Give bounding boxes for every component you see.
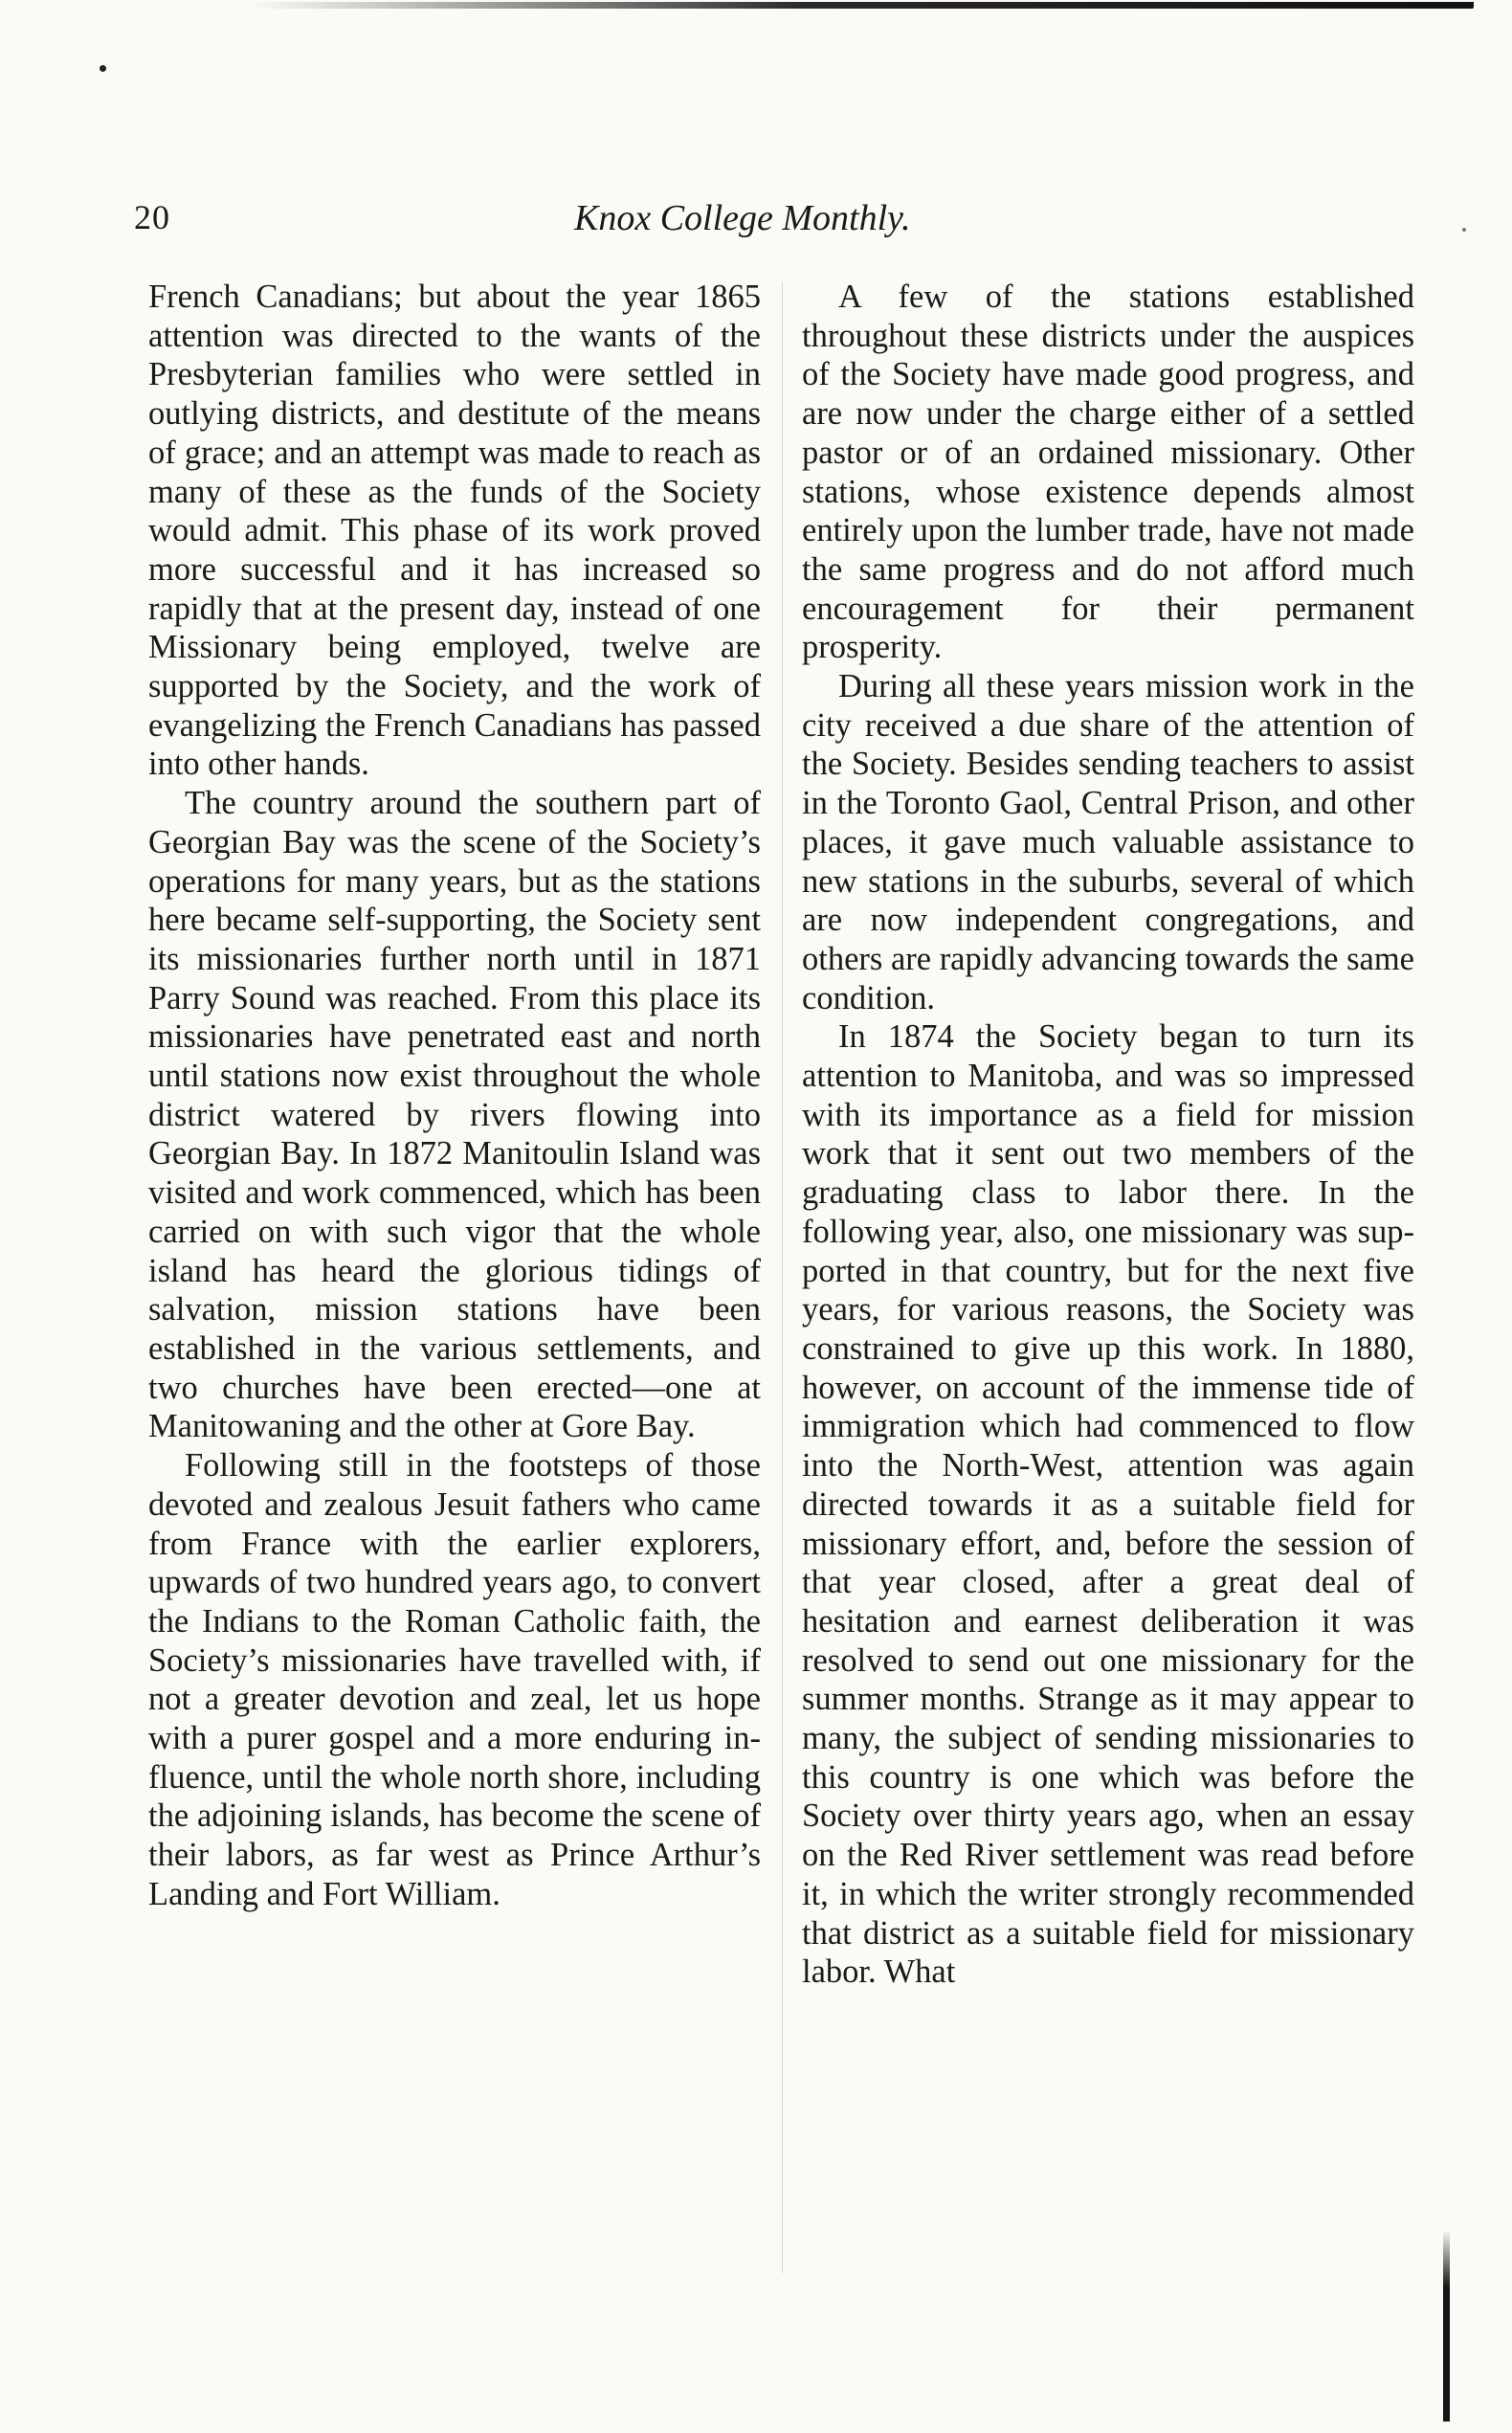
paragraph: In 1874 the Society began to turn its attention to Manitoba, and was so impressed with its importance as a field for mission work that it sent out two members of the graduating class to labor there. In the following year, also, one missionary was supported in that country, but for the next five years, for various reasons, the Society was constrained to give up this work. In 1880, however, on account of the immense tide of immigration which had commenced to flow into the North-West, attention was again directed towards it as a suitable field for missionary effort, and, before the session of that year closed, after a great deal of hesitation and earnest deliberation it was resolved to send out one missionary for the summer months. Strange as it may appear to many, the subject of sending missionaries to this country is one which was before the Society over thirty years ago, when an essay on the Red River settlement was read before it, in which the writer strongly recommended that district as a suitable field for missionary labor. What (802, 1018, 1414, 1991)
binding-edge (1443, 2230, 1450, 2422)
paragraph: A few of the stations established throughout these districts under the auspices of the Society have made good progress, and are now under the charge either of a settled pastor or of an ordained missionary. Other stations, whose existence depends almost entirely upon the lumber trade, have not made the same progress and do not afford much encouragement for their permanent prosperity. (802, 279, 1414, 666)
paragraph: French Canadians; but about the year 1865 attention was directed to the wants of the Presbyterian families who were settled in outlying districts, and destitute of the means of grace; and an attempt was made to reach as many of these as the funds of the Society would admit. This phase of its work proved more successful and it has increased so rapidly that at the present day, instead of one Missionary being employed, twelve are supported by the Society, and the work of evangelizing the French Canadians has passed into other hands. (148, 279, 761, 783)
margin-mark (1462, 228, 1466, 232)
page-header (134, 197, 1416, 251)
right-column (802, 278, 1414, 1992)
page-number: 20 (134, 198, 170, 236)
paragraph: During all these years mission work in the city received a due share of the attention of the Society. Besides sending teachers to assist in the Toronto Gaol, Central Prison, and other places, it gave much valuable assistance to new stations in the suburbs, several of which are now independent congregations, and others are rapidly advancing towards the same condition. (802, 668, 1414, 1016)
running-title: Knox College Monthly. (574, 198, 911, 238)
paragraph: Following still in the footsteps of those devoted and zealous Jesuit fathers who came from France with the earlier explorers, upwards of two hundred years ago, to convert the Indians to the Roman Catholic faith, the Society’s missionaries have travelled with, if not a greater devotion and zeal, let us hope with a purer gospel and a more enduring influence, until the whole north shore, including the adjoining islands, has become the scene of their labors, as far west as Prince Arthur’s Landing and Fort William. (148, 1447, 761, 1912)
left-column (148, 278, 761, 1914)
top-edge-rule (249, 2, 1474, 9)
paragraph: The country around the southern part of Georgian Bay was the scene of the Society’s operations for many years, but as the stations here became self-supporting, the Society sent its missionaries further north until in 1871 Parry Sound was reached. From this place its missionaries have penetrated east and north until stations now exist throughout the whole district watered by rivers flowing into Georgian Bay. In 1872 Manitoulin Island was visited and work commenced, which has been carried on with such vigor that the whole island has heard the glorious tidings of salvation, mission stations have been established in the various settlements, and two churches have been erected—one at Manitowaning and the other at Gore Bay. (148, 785, 761, 1445)
ink-speck (100, 65, 106, 72)
column-divider (782, 282, 783, 2273)
